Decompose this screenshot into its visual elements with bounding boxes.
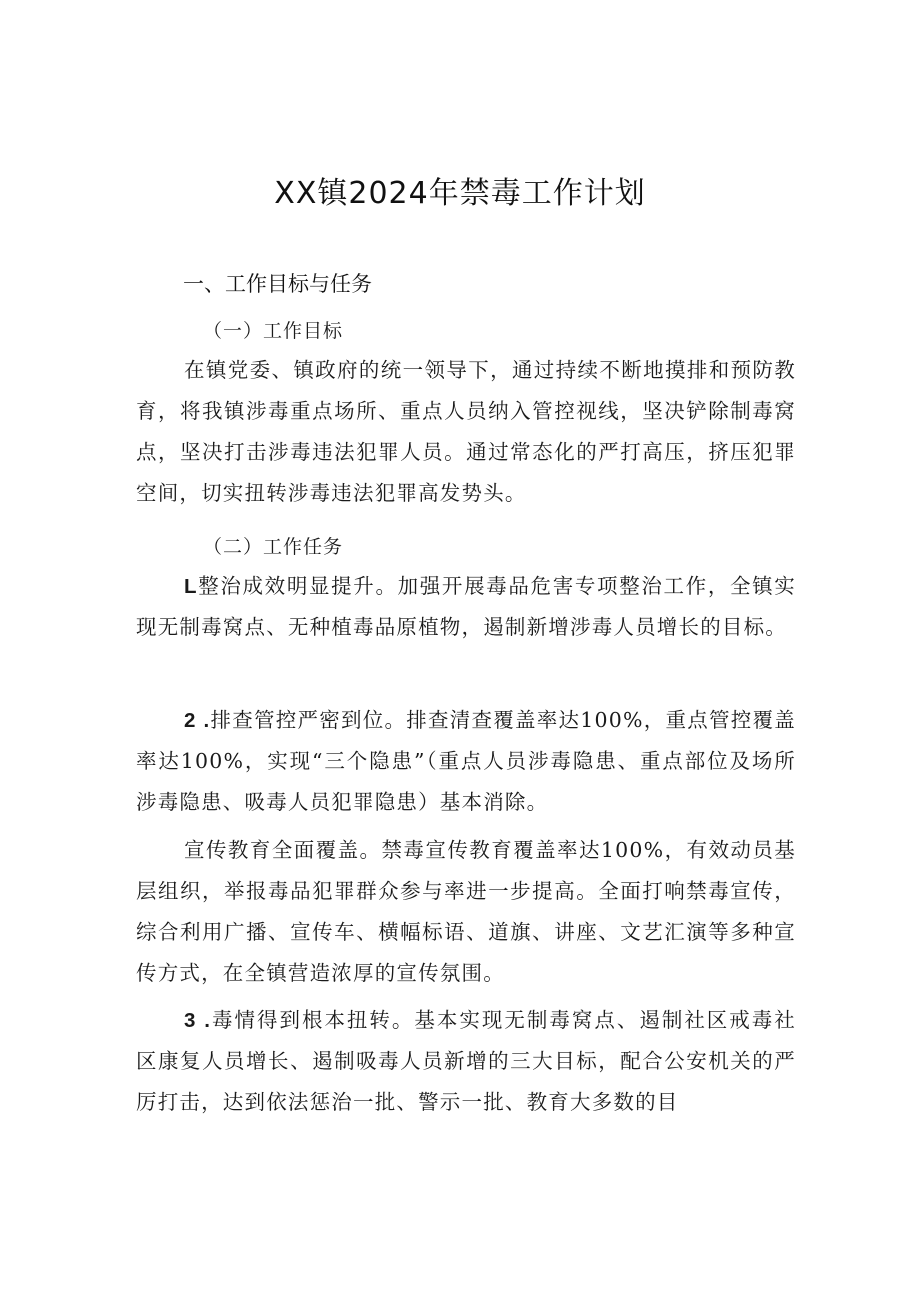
task-item-publicity: 宣传教育全面覆盖。禁毒宣传教育覆盖率达100%，有效动员基层组织，举报毒品犯罪群众参与率进一步提高。全面打响禁毒宣传，综合利用广播、宣传车、横幅标语、道旗、讲座、文艺汇演等多种宣传方式，在全镇营造浓厚的宣传氛围。 bbox=[136, 838, 796, 985]
task-item-3 bbox=[136, 1000, 796, 1123]
section-heading-goals-tasks: 一、工作目标与任务 bbox=[183, 272, 372, 296]
task-item-2-marker: 2 . bbox=[184, 709, 211, 732]
task-item-1-marker: L bbox=[184, 575, 198, 598]
paragraph-work-goals: 在镇党委、镇政府的统一领导下，通过持续不断地摸排和预防教育，将我镇涉毒重点场所、重点人员纳入管控视线，坚决铲除制毒窝点，坚决打击涉毒违法犯罪人员。通过常态化的严打高压，挤压犯罪空间，切实扭转涉毒违法犯罪高发势头。 bbox=[136, 358, 796, 505]
task-item-1-text: 整治成效明显提升。加强开展毒品危害专项整治工作，全镇实现无制毒窝点、无种植毒品原植物，遏制新增涉毒人员增长的目标。 bbox=[136, 574, 796, 639]
document-title: XX镇2024年禁毒工作计划 bbox=[274, 176, 646, 211]
task-item-3-text: 毒情得到根本扭转。基本实现无制毒窝点、遏制社区戒毒社区康复人员增长、遏制吸毒人员新增的三大目标，配合公安机关的严厉打击，达到依法惩治一批、警示一批、教育大多数的目 bbox=[136, 1008, 796, 1114]
task-item-2 bbox=[136, 700, 796, 823]
subheading-work-goals: （一）工作目标 bbox=[203, 320, 344, 342]
task-item-1 bbox=[136, 566, 796, 648]
subheading-work-tasks: （二）工作任务 bbox=[203, 536, 344, 558]
task-item-2-text: 排查管控严密到位。排查清查覆盖率达100%，重点管控覆盖率达100%，实现“三个隐患”（重点人员涉毒隐患、重点部位及场所涉毒隐患、吸毒人员犯罪隐患）基本消除。 bbox=[136, 708, 796, 814]
task-item-3-marker: 3 . bbox=[184, 1009, 212, 1032]
